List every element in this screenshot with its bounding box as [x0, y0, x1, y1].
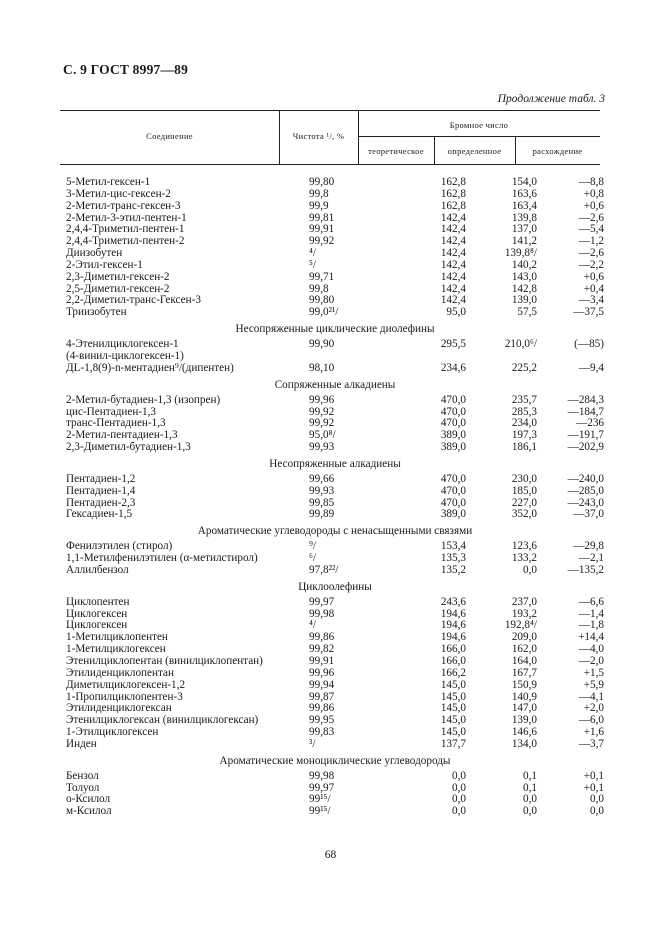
theoretical-cell: 166,2 [440, 666, 466, 679]
theoretical-cell: 135,3 [440, 552, 466, 565]
purity-cell: 97,8²²/ [309, 563, 339, 576]
theoretical-cell: 142,4 [440, 270, 466, 283]
compound-cell: 1-Метилциклогексен [66, 643, 166, 656]
purity-cell: ⁹/ [309, 540, 317, 553]
divergence-cell: —1,2 [578, 235, 604, 248]
theoretical-cell: 243,6 [440, 595, 466, 608]
compound-cell: о-Ксилол [66, 793, 111, 806]
compound-cell: 2-Метил-пентадиен-1,3 [66, 429, 178, 442]
purity-cell: 99,91 [309, 655, 335, 667]
table-row [66, 442, 604, 454]
divergence-cell: —135,2 [567, 563, 604, 576]
bromine-subheader-rule [358, 136, 600, 137]
purity-cell: 99¹⁵/ [309, 793, 331, 806]
compound-cell: Гексадиен-1,5 [66, 508, 133, 521]
theoretical-cell: 194,6 [440, 619, 466, 632]
compound-cell: Этенилциклогексан (винилциклогексан) [66, 714, 259, 727]
divergence-cell: 0,0 [590, 793, 604, 806]
purity-cell: 99,95 [309, 714, 335, 727]
table-top-rule [60, 110, 600, 111]
determined-cell: 163,6 [511, 187, 537, 200]
compound-cell: 2-Метил-3-этил-пентен-1 [66, 211, 187, 224]
compound-cell: Циклогексен [66, 619, 128, 632]
determined-cell: 0,0 [523, 563, 537, 576]
determined-cell: 133,2 [511, 552, 537, 565]
purity-cell: 99,0²¹/ [309, 306, 339, 319]
theoretical-cell: 389,0 [440, 429, 466, 442]
divergence-cell: —3,7 [578, 737, 604, 750]
table-row [66, 565, 604, 577]
divergence-cell: —2,6 [578, 211, 604, 224]
purity-cell: 98,10 [309, 361, 335, 374]
purity-cell: 99,90 [309, 338, 335, 351]
determined-cell: 237,0 [511, 595, 537, 608]
divergence-cell: +1,6 [583, 726, 604, 739]
divergence-cell: —202,9 [567, 441, 604, 454]
determined-cell: 285,3 [511, 405, 537, 418]
determined-cell: 193,2 [511, 607, 537, 620]
theoretical-cell: 142,4 [440, 223, 466, 236]
divergence-cell: —1,8 [578, 619, 604, 632]
determined-cell: 230,0 [511, 472, 537, 485]
determined-cell: 234,0 [511, 417, 537, 430]
purity-cell: 99,71 [309, 270, 335, 283]
table-row [66, 771, 604, 783]
purity-cell: 99,81 [309, 211, 335, 224]
theoretical-cell: 145,0 [440, 678, 466, 691]
purity-cell: 99,66 [309, 472, 335, 485]
table-row [66, 668, 604, 680]
compound-cell: 2,4,4-Триметил-пентен-1 [66, 223, 185, 236]
compound-cell: Этилиденциклопентан [66, 666, 174, 679]
theoretical-cell: 145,0 [440, 726, 466, 739]
purity-cell: 99,80 [309, 176, 335, 188]
compound-cell: ДL-1,8(9)-n-ментадиен⁹/(дипентен) [66, 361, 234, 374]
table-row [66, 395, 604, 407]
divergence-cell: —3,4 [578, 294, 604, 307]
theoretical-cell: 145,0 [440, 702, 466, 715]
compound-cell: транс-Пентадиен-1,3 [66, 417, 166, 430]
divergence-cell: +0,6 [583, 199, 604, 212]
purity-cell: 99,82 [309, 643, 335, 656]
purity-cell: 99,94 [309, 678, 335, 691]
compound-cell: Циклогексен [66, 607, 128, 620]
compound-cell: Этенилциклопентан (винилциклопентан) [66, 655, 263, 667]
theoretical-cell: 194,6 [440, 607, 466, 620]
theoretical-cell: 153,4 [440, 540, 466, 553]
table-row [66, 363, 604, 375]
determined-cell: 146,6 [511, 726, 537, 739]
section-heading: Несопряженные алкадиены [269, 457, 401, 470]
theoretical-cell: 162,8 [440, 176, 466, 188]
divergence-cell: —243,0 [567, 496, 604, 509]
compound-cell: 1-Пропилциклопентен-3 [66, 690, 183, 703]
purity-cell: 99,9 [309, 199, 329, 212]
purity-cell: 99¹⁵/ [309, 805, 331, 818]
compound-cell: 5-Метил-гексен-1 [66, 176, 151, 188]
determined-cell: 139,0 [511, 714, 537, 727]
determined-cell: 140,2 [511, 258, 537, 271]
theoretical-cell: 135,2 [440, 563, 466, 576]
compound-cell: Диметилциклогексен-1,2 [66, 678, 186, 691]
determined-cell: 137,0 [511, 223, 537, 236]
compound-cell: 1-Метилциклопентен [66, 631, 168, 644]
determined-cell: 154,0 [511, 176, 537, 188]
compound-cell: 2,5-Диметил-гексен-2 [66, 282, 170, 295]
determined-cell: 0,1 [523, 781, 537, 794]
purity-cell: 99,91 [309, 223, 335, 236]
determined-cell: 167,7 [511, 666, 537, 679]
compound-cell: 2-Метил-бутадиен-1,3 (изопрен) [66, 393, 221, 406]
column-header-theoretical: теоретическое [368, 146, 424, 156]
purity-cell: 99,92 [309, 405, 335, 418]
table-row [66, 486, 604, 498]
divergence-cell: +2,0 [583, 702, 604, 715]
divergence-cell: —1,4 [578, 607, 604, 620]
purity-cell: 99,86 [309, 702, 335, 715]
section-heading: Ароматические углеводороды с ненасыщенными связями [197, 525, 473, 538]
theoretical-cell: 162,8 [440, 199, 466, 212]
divergence-cell: —191,7 [567, 429, 604, 442]
theoretical-cell: 470,0 [440, 417, 466, 430]
section-heading: Циклоолефины [298, 580, 372, 593]
divergence-cell: +5,9 [583, 678, 604, 691]
theoretical-cell: 0,0 [452, 781, 466, 794]
compound-cell: 4-Этенилциклогексен-1 [66, 338, 179, 351]
table-header-bottom-rule [60, 164, 600, 165]
theoretical-cell: 470,0 [440, 484, 466, 497]
divergence-cell: +0,4 [583, 282, 604, 295]
purity-cell: 99,83 [309, 726, 335, 739]
compound-cell: 2,3-Диметил-гексен-2 [66, 270, 170, 283]
determined-cell: 140,9 [511, 690, 537, 703]
theoretical-cell: 470,0 [440, 405, 466, 418]
theoretical-cell: 145,0 [440, 714, 466, 727]
divergence-cell: —8,8 [578, 176, 604, 188]
divergence-cell: —6,6 [578, 595, 604, 608]
theoretical-cell: 389,0 [440, 441, 466, 454]
column-header-purity: Чистота ¹/, % [292, 131, 345, 141]
section-heading: Ароматические моноциклические углеводороды [219, 754, 451, 767]
table-row [66, 739, 604, 751]
purity-cell: 99,89 [309, 508, 335, 521]
theoretical-cell: 295,5 [440, 338, 466, 351]
table-row [66, 307, 604, 319]
divergence-cell: (—85) [574, 338, 604, 351]
theoretical-cell: 0,0 [452, 793, 466, 806]
determined-cell: 162,0 [511, 643, 537, 656]
compound-cell: Диизобутен [66, 247, 123, 260]
determined-cell: 209,0 [511, 631, 537, 644]
table-row [66, 272, 604, 284]
determined-cell: 139,8 [511, 211, 537, 224]
divergence-cell: —37,5 [573, 306, 604, 319]
compound-cell: 1-Этилциклогексен [66, 726, 159, 739]
compound-cell: Пентадиен-2,3 [66, 496, 136, 509]
determined-cell: 235,7 [511, 393, 537, 406]
determined-cell: 164,0 [511, 655, 537, 667]
theoretical-cell: 142,4 [440, 258, 466, 271]
purity-cell: ⁴/ [309, 619, 317, 632]
theoretical-cell: 389,0 [440, 508, 466, 521]
column-header-determined: определенное [447, 146, 502, 156]
divergence-cell: —184,7 [567, 405, 604, 418]
theoretical-cell: 0,0 [452, 805, 466, 818]
purity-cell: 99,97 [309, 781, 335, 794]
purity-cell: ⁴/ [309, 247, 317, 260]
compound-cell: (4-винил-циклогексен-1) [66, 349, 184, 362]
purity-cell: 99,92 [309, 417, 335, 430]
table-continuation-label: Продолжение табл. 3 [497, 93, 605, 105]
compound-cell: 2,4,4-Триметил-пентен-2 [66, 235, 185, 248]
table-row [66, 597, 604, 609]
divergence-cell: —29,8 [573, 540, 604, 553]
divergence-cell: +0,1 [583, 769, 604, 782]
determined-cell: 134,0 [511, 737, 537, 750]
table-body [66, 177, 604, 818]
theoretical-cell: 470,0 [440, 472, 466, 485]
theoretical-cell: 142,4 [440, 235, 466, 248]
compound-cell: Циклопентен [66, 595, 130, 608]
purity-cell: 99,80 [309, 294, 335, 307]
purity-cell: 99,8 [309, 187, 329, 200]
purity-cell: 99,98 [309, 769, 335, 782]
divergence-cell: —4,0 [578, 643, 604, 656]
theoretical-cell: 162,8 [440, 187, 466, 200]
determined-cell: 0,0 [523, 805, 537, 818]
purity-cell: 99,85 [309, 496, 335, 509]
column-header-divergence: расхождение [532, 146, 583, 156]
purity-cell: ⁵/ [309, 258, 317, 271]
purity-cell: ³/ [309, 737, 316, 750]
table-row [66, 806, 604, 818]
compound-cell: цис-Пентадиен-1,3 [66, 405, 157, 418]
determined-cell: 192,8⁴/ [504, 619, 537, 632]
purity-cell: 99,96 [309, 666, 335, 679]
divergence-cell: —6,0 [578, 714, 604, 727]
purity-cell: 99,92 [309, 235, 335, 248]
determined-cell: 147,0 [511, 702, 537, 715]
determined-cell: 0,1 [523, 769, 537, 782]
theoretical-cell: 137,7 [440, 737, 466, 750]
compound-cell: 2-Этил-гексен-1 [66, 258, 143, 271]
divergence-cell: +0,6 [583, 270, 604, 283]
theoretical-cell: 142,4 [440, 294, 466, 307]
compound-cell: Пентадиен-1,4 [66, 484, 136, 497]
theoretical-cell: 166,0 [440, 655, 466, 667]
divergence-cell: —2,0 [578, 655, 604, 667]
divergence-cell: —9,4 [578, 361, 604, 374]
determined-cell: 185,0 [511, 484, 537, 497]
purity-cell: 99,93 [309, 441, 335, 454]
determined-cell: 227,0 [511, 496, 537, 509]
compound-cell: 2-Метил-транс-гексен-3 [66, 199, 181, 212]
determined-cell: 141,2 [511, 235, 537, 248]
determined-cell: 143,0 [511, 270, 537, 283]
table-row [66, 680, 604, 692]
theoretical-cell: 470,0 [440, 393, 466, 406]
divergence-cell: —236 [576, 417, 604, 430]
compound-cell: 1,1-Метилфенилэтилен (α-метилстирол) [66, 552, 258, 565]
theoretical-cell: 145,0 [440, 690, 466, 703]
theoretical-cell: 142,4 [440, 282, 466, 295]
divergence-cell: —5,4 [578, 223, 604, 236]
divergence-cell: +0,8 [583, 187, 604, 200]
determined-cell: 0,0 [523, 793, 537, 806]
theoretical-cell: 0,0 [452, 769, 466, 782]
table-row [66, 189, 604, 201]
purity-cell: 99,87 [309, 690, 335, 703]
section-heading: Сопряженные алкадиены [274, 378, 396, 391]
page-title: С. 9 ГОСТ 8997—89 [63, 62, 189, 77]
divergence-cell: —2,1 [578, 552, 604, 565]
determined-cell: 139,0 [511, 294, 537, 307]
compound-cell: Бензол [66, 769, 99, 782]
theoretical-cell: 142,4 [440, 247, 466, 260]
table-row [66, 474, 604, 486]
determined-cell: 123,6 [511, 540, 537, 553]
table-row [66, 260, 604, 272]
purity-cell: 99,98 [309, 607, 335, 620]
divergence-cell: —285,0 [567, 484, 604, 497]
divergence-cell: 0,0 [590, 805, 604, 818]
compound-cell: Триизобутен [66, 306, 127, 319]
compound-cell: 2,2-Диметил-транс-Гексен-3 [66, 294, 201, 307]
theoretical-cell: 470,0 [440, 496, 466, 509]
determined-cell: 139,8⁸/ [504, 247, 537, 260]
compound-cell: Аллилбензол [66, 563, 129, 576]
column-header-compound: Соединение [146, 131, 193, 141]
determined-cell: 197,3 [511, 429, 537, 442]
divergence-cell: +14,4 [578, 631, 604, 644]
table-row [66, 509, 604, 521]
table-row [66, 201, 604, 213]
purity-cell: 95,0⁸/ [309, 429, 336, 442]
divergence-cell: —240,0 [567, 472, 604, 485]
determined-cell: 142,8 [511, 282, 537, 295]
divergence-cell: —2,2 [578, 258, 604, 271]
purity-cell: 99,96 [309, 393, 335, 406]
determined-cell: 210,0⁶/ [504, 338, 537, 351]
compound-cell: Толуол [66, 781, 100, 794]
determined-cell: 150,9 [511, 678, 537, 691]
divergence-cell: —37,0 [573, 508, 604, 521]
divergence-cell: +1,5 [583, 666, 604, 679]
compound-cell: Этилиденциклогексан [66, 702, 172, 715]
theoretical-cell: 95,0 [446, 306, 466, 319]
theoretical-cell: 142,4 [440, 211, 466, 224]
divergence-cell: —4,1 [578, 690, 604, 703]
determined-cell: 163,4 [511, 199, 537, 212]
theoretical-cell: 194,6 [440, 631, 466, 644]
purity-cell: ⁶/ [309, 552, 317, 565]
theoretical-cell: 166,0 [440, 643, 466, 656]
purity-cell: 99,86 [309, 631, 335, 644]
determined-cell: 57,5 [517, 306, 537, 319]
column-header-bromine-number: Бромное число [449, 120, 509, 130]
determined-cell: 225,2 [511, 361, 537, 374]
section-heading: Несопряженные циклические диолефины [235, 323, 435, 336]
determined-cell: 352,0 [511, 508, 537, 521]
page-number: 68 [324, 849, 337, 861]
compound-cell: 3-Метил-цис-гексен-2 [66, 187, 171, 200]
theoretical-cell: 234,6 [440, 361, 466, 374]
divergence-cell: —284,3 [567, 393, 604, 406]
compound-cell: 2,3-Диметил-бутадиен-1,3 [66, 441, 191, 454]
compound-cell: Пентадиен-1,2 [66, 472, 136, 485]
purity-cell: 99,93 [309, 484, 335, 497]
compound-cell: м-Ксилол [66, 805, 112, 818]
compound-cell: Фенилэтилен (стирол) [66, 540, 173, 553]
compound-cell: Инден [66, 737, 97, 750]
purity-cell: 99,97 [309, 595, 335, 608]
divergence-cell: —2,6 [578, 247, 604, 260]
divergence-cell: +0,1 [583, 781, 604, 794]
purity-cell: 99,8 [309, 282, 329, 295]
determined-cell: 186,1 [511, 441, 537, 454]
